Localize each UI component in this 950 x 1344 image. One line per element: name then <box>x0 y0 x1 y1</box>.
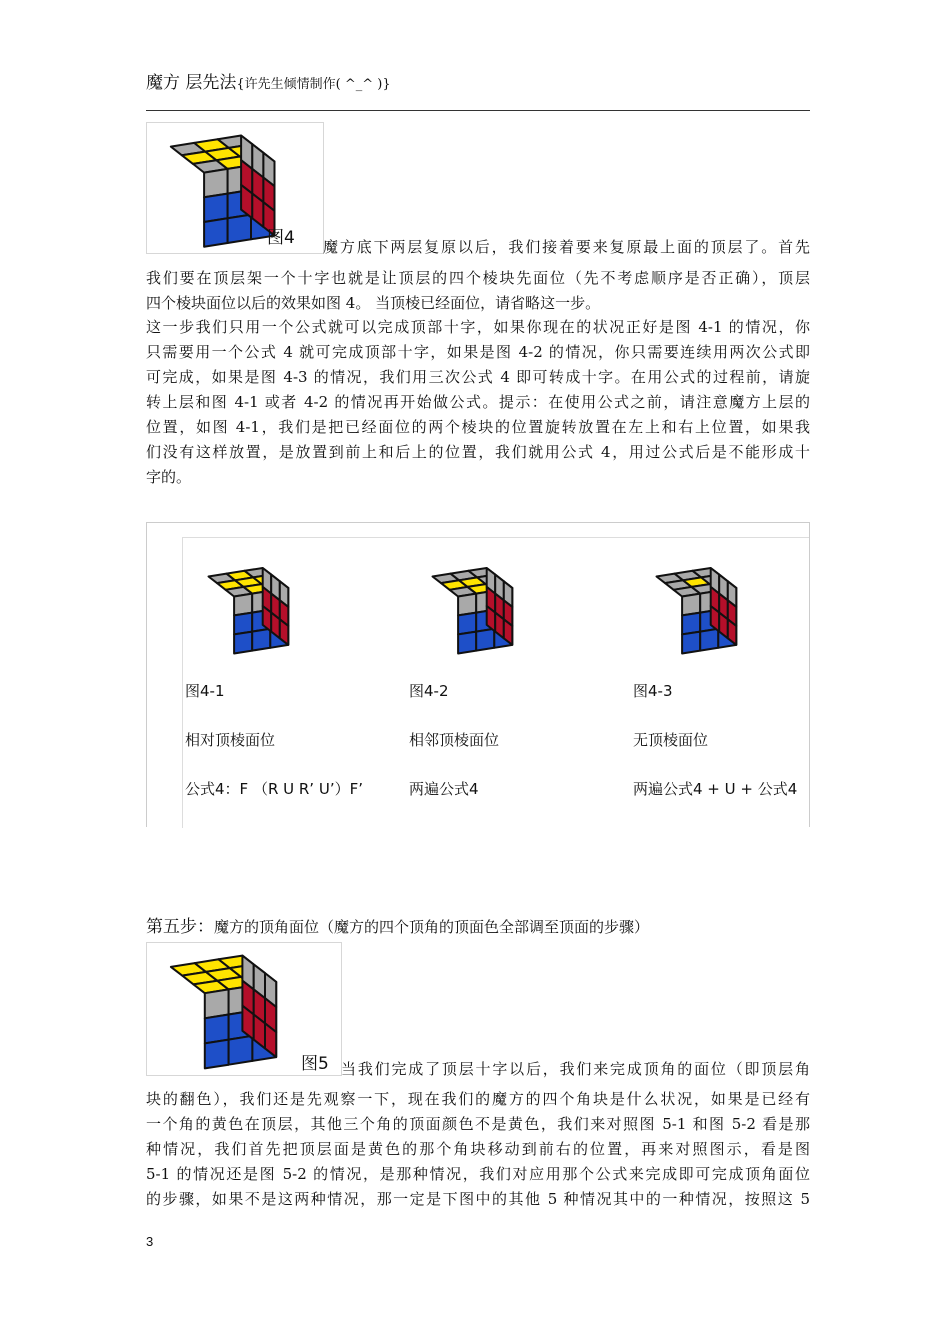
para2-line: 转上层和图 4-1 或者 4-2 的情况再开始做公式。提示：在使用公式之前，请注意魔方上层的 <box>146 393 810 411</box>
header-rule <box>146 110 810 111</box>
para3-line: 一个角的黄色在顶层，其他三个角的顶面颜色不是黄色，我们来对照图 5-1 和图 5-2 看是那 <box>146 1115 810 1133</box>
figure-5 <box>146 942 342 1076</box>
figure-5-caption: 图5 <box>301 1054 329 1074</box>
figure-4-caption: 图4 <box>267 228 295 248</box>
para2-line: 这一步我们只用一个公式就可以完成顶部十字，如果你现在的状况正好是图 4-1 的情况，你 <box>146 318 810 336</box>
figure-4-cases-inner <box>182 537 809 828</box>
case-label: 图4-2 <box>409 682 449 700</box>
figure-4 <box>146 122 324 254</box>
para2-line: 们没有这样放置，是放置到前上和后上的位置，我们就用公式 4，用过公式后是不能形成十 <box>146 443 810 461</box>
cube-image-4-3 <box>635 556 745 656</box>
para3-line: 的步骤，如果不是这两种情况，那一定是下图中的其他 5 种情况其中的一种情况，按照这 5 <box>146 1190 810 1208</box>
paragraph-2 <box>146 315 810 490</box>
cube-image-fig4 <box>147 123 323 253</box>
para2-line: 位置，如图 4-1，我们是把已经面位的两个棱块的位置旋转放置在左上和右上位置，如果我 <box>146 418 810 436</box>
case-formula: 两遍公式4 + U + 公式4 <box>633 780 798 798</box>
step5-heading <box>146 912 649 937</box>
case-label: 图4-1 <box>185 682 225 700</box>
para2-line: 可完成，如果是图 4-3 的情况，我们用三次公式 4 即可转成十字。在用公式的过程前，请旋 <box>146 368 810 386</box>
step5-title: 第五步： <box>146 917 214 937</box>
para3-line: 种情况，我们首先把顶层面是黄色的那个角块移动到前右的位置，再来对照图示，看是图 <box>146 1140 810 1158</box>
para2-line: 只需要用一个公式 4 就可完成顶部十字，如果是图 4-2 的情况，你只需要连续用两次公式即 <box>146 343 810 361</box>
case-label: 图4-3 <box>633 682 673 700</box>
para2-line-last: 字的。 <box>146 468 192 486</box>
case-name: 相邻顶棱面位 <box>409 731 500 749</box>
case-4-2 <box>409 538 619 828</box>
para1-line1: 魔方底下两层复原以后，我们接着要来复原最上面的顶层了。首先 <box>323 238 810 256</box>
paragraph-3 <box>146 1087 810 1212</box>
page-header <box>146 68 391 93</box>
case-4-3 <box>633 538 843 828</box>
para3-line: 5-1 的情况还是图 5-2 的情况，是那种情况，我们对应用那个公式来完成即可完成顶角面位 <box>146 1165 810 1183</box>
cube-image-4-2 <box>411 556 521 656</box>
figure-4-cases <box>146 522 810 827</box>
page-number: 3 <box>146 1234 154 1249</box>
paragraph-1 <box>146 266 810 316</box>
para3-line: 块的翻色），我们还是先观察一下，现在我们的魔方的四个角块是什么状况，如果是已经有 <box>146 1090 810 1108</box>
para1-line2: 我们要在顶层架一个十字也就是让顶层的四个棱块先面位（先不考虑顺序是否正确），顶层 <box>146 269 810 287</box>
header-title: 魔方 层先法 <box>146 73 237 93</box>
header-subtitle: {许先生倾情制作( ^_^ )} <box>236 77 391 92</box>
case-name: 无顶棱面位 <box>633 731 709 749</box>
cube-image-4-1 <box>187 556 297 656</box>
case-formula: 两遍公式4 <box>409 780 479 798</box>
case-name: 相对顶棱面位 <box>185 731 276 749</box>
case-formula: 公式4：F （R U R’ U’）F’ <box>185 780 363 798</box>
para1-line3: 四个棱块面位以后的效果如图 4。 当顶棱已经面位，请省略这一步。 <box>146 294 601 312</box>
para3-line1: 当我们完成了顶层十字以后，我们来完成顶角的面位（即顶层角 <box>341 1060 810 1078</box>
step5-description: 魔方的顶角面位（魔方的四个顶角的顶面色全部调至顶面的步骤） <box>214 918 650 936</box>
case-4-1 <box>185 538 395 828</box>
